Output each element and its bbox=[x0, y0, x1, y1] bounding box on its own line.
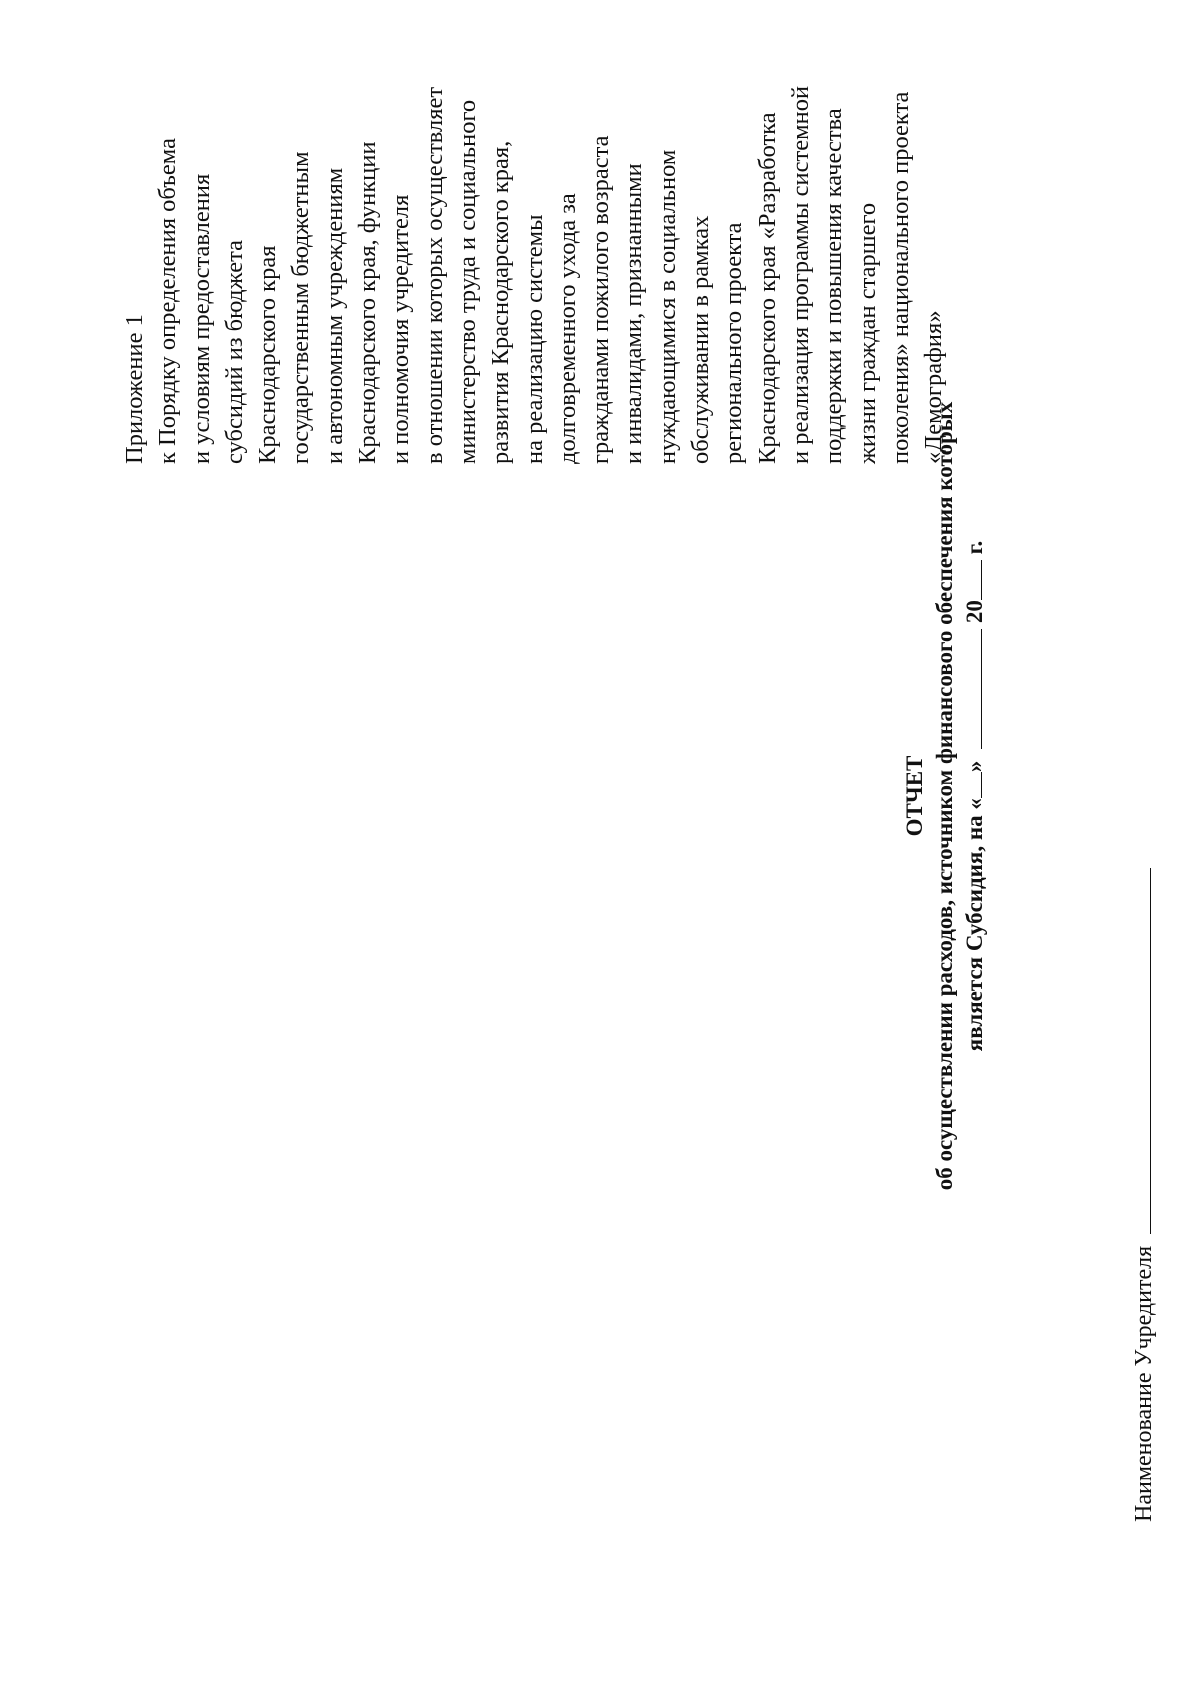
appendix-line: Краснодарского края bbox=[254, 245, 282, 464]
appendix-line: на реализацию системы bbox=[520, 214, 548, 464]
appendix-line: к Порядку определения объема bbox=[154, 138, 182, 464]
appendix-line: поколения» национального проекта bbox=[886, 91, 914, 464]
report-subtitle-line-2 bbox=[960, 276, 990, 1316]
appendix-line: нуждающимися в социальном bbox=[653, 149, 681, 464]
appendix-line: развития Краснодарского края, bbox=[487, 140, 515, 464]
appendix-line: Краснодарского края, функции bbox=[354, 141, 382, 464]
appendix-line: долговременного ухода за bbox=[553, 193, 581, 464]
day-field[interactable] bbox=[981, 772, 982, 798]
appendix-line: жизни граждан старшего bbox=[853, 202, 881, 464]
appendix-line: и полномочия учредителя bbox=[387, 194, 415, 464]
appendix-line: и условиям предоставления bbox=[187, 173, 215, 464]
founder-name-field[interactable] bbox=[1128, 868, 1151, 1234]
appendix-line: и автономным учреждениям bbox=[320, 167, 348, 464]
appendix-line: министерство труда и социального bbox=[453, 99, 481, 464]
appendix-line: «Демография» bbox=[920, 310, 948, 464]
appendix-line: и реализация программы системной bbox=[786, 85, 814, 464]
year-prefix: 20 bbox=[962, 600, 987, 624]
appendix-line: регионального проекта bbox=[720, 222, 748, 464]
report-title: ОТЧЕТ bbox=[902, 755, 927, 837]
appendix-line: обслуживании в рамках bbox=[687, 215, 715, 464]
report-subtitle-prefix: является Субсидия, на « bbox=[962, 798, 987, 1052]
founder-name-label: Наименование Учредителя bbox=[1131, 1245, 1157, 1522]
year-suffix: г. bbox=[962, 540, 987, 555]
appendix-line: Краснодарского края «Разработка bbox=[753, 112, 781, 464]
founder-name-row bbox=[1128, 868, 1159, 1522]
year-field[interactable] bbox=[981, 560, 982, 600]
appendix-line: гражданами пожилого возраста bbox=[587, 135, 615, 464]
appendix-line: государственным бюджетным bbox=[287, 151, 315, 464]
appendix-line: субсидий из бюджета bbox=[220, 239, 248, 464]
appendix-line: Приложение 1 bbox=[121, 314, 148, 464]
appendix-note bbox=[118, 0, 950, 464]
appendix-line: и инвалидами, признанными bbox=[620, 163, 648, 464]
report-title-block bbox=[900, 276, 990, 1316]
quote-close: » bbox=[962, 760, 987, 773]
month-field[interactable] bbox=[981, 629, 982, 749]
report-subtitle-line-1: об осуществлении расходов, источником финансового обеспечения которых bbox=[932, 401, 957, 1191]
appendix-line: в отношении которых осуществляет bbox=[420, 86, 448, 464]
appendix-line: поддержки и повышения качества bbox=[820, 108, 848, 464]
